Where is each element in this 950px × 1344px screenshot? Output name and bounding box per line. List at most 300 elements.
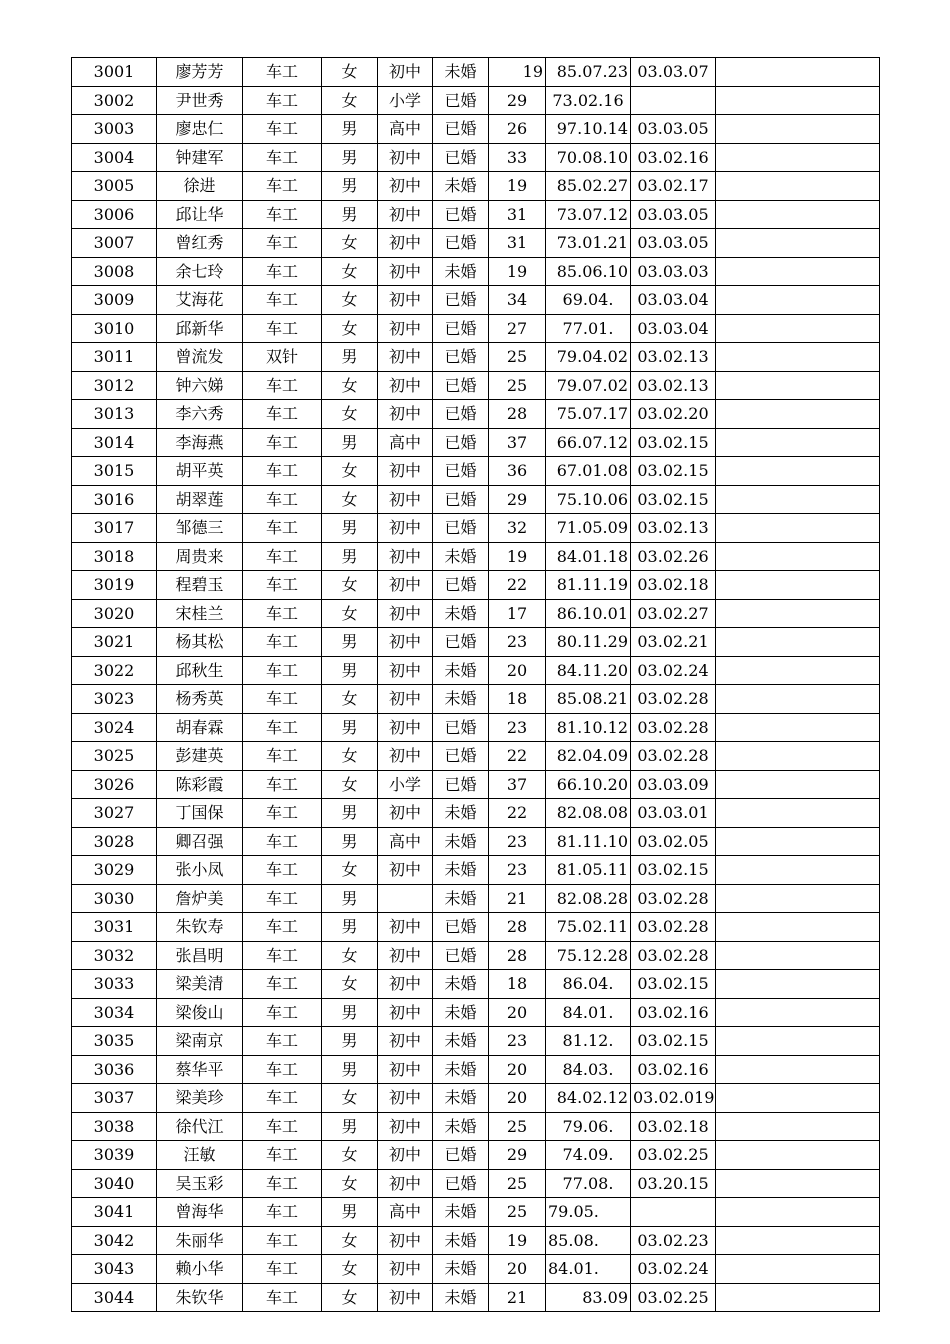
name-cell: 李六秀	[157, 400, 243, 429]
marital-status-cell: 未婚	[433, 856, 489, 885]
education-cell: 初中	[378, 799, 433, 828]
education-cell: 初中	[378, 913, 433, 942]
sex-cell: 女	[322, 1141, 378, 1170]
sex-cell: 男	[322, 514, 378, 543]
age-cell: 20	[489, 1084, 546, 1113]
marital-status-cell: 已婚	[433, 229, 489, 258]
sex-cell: 男	[322, 998, 378, 1027]
birth-date-cell: 75.12.28	[546, 941, 631, 970]
marital-status-cell: 已婚	[433, 941, 489, 970]
job-cell: 双针	[243, 343, 322, 372]
job-cell: 车工	[243, 628, 322, 657]
marital-status-cell: 已婚	[433, 514, 489, 543]
entry-date-cell: 03.03.05	[631, 200, 716, 229]
education-cell: 初中	[378, 656, 433, 685]
sex-cell: 男	[322, 172, 378, 201]
blank-cell	[716, 400, 880, 429]
name-cell: 丁国保	[157, 799, 243, 828]
marital-status-cell: 已婚	[433, 742, 489, 771]
employee-id-cell: 3023	[72, 685, 157, 714]
education-cell: 初中	[378, 1141, 433, 1170]
entry-date-cell: 03.02.25	[631, 1283, 716, 1312]
job-cell: 车工	[243, 799, 322, 828]
blank-cell	[716, 913, 880, 942]
name-cell: 詹炉美	[157, 884, 243, 913]
birth-date-cell: 86.10.01	[546, 599, 631, 628]
employee-id-cell: 3027	[72, 799, 157, 828]
blank-cell	[716, 941, 880, 970]
marital-status-cell: 未婚	[433, 58, 489, 87]
employee-id-cell: 3018	[72, 542, 157, 571]
education-cell: 初中	[378, 229, 433, 258]
employee-id-cell: 3029	[72, 856, 157, 885]
birth-date-cell: 77.01.	[546, 314, 631, 343]
education-cell: 初中	[378, 1255, 433, 1284]
marital-status-cell: 未婚	[433, 827, 489, 856]
age-cell: 20	[489, 656, 546, 685]
age-cell: 28	[489, 400, 546, 429]
job-cell: 车工	[243, 86, 322, 115]
birth-date-cell: 85.06.10	[546, 257, 631, 286]
entry-date-cell: 03.02.13	[631, 514, 716, 543]
name-cell: 余七玲	[157, 257, 243, 286]
table-row	[72, 485, 880, 514]
education-cell: 初中	[378, 457, 433, 486]
marital-status-cell: 未婚	[433, 1027, 489, 1056]
blank-cell	[716, 371, 880, 400]
age-cell: 18	[489, 685, 546, 714]
blank-cell	[716, 1027, 880, 1056]
name-cell: 宋桂兰	[157, 599, 243, 628]
marital-status-cell: 未婚	[433, 656, 489, 685]
birth-date-cell: 82.08.08	[546, 799, 631, 828]
job-cell: 车工	[243, 457, 322, 486]
blank-cell	[716, 457, 880, 486]
entry-date-cell: 03.02.28	[631, 685, 716, 714]
sex-cell: 女	[322, 1084, 378, 1113]
blank-cell	[716, 685, 880, 714]
age-cell: 36	[489, 457, 546, 486]
job-cell: 车工	[243, 1055, 322, 1084]
age-cell: 25	[489, 1169, 546, 1198]
name-cell: 钟建军	[157, 143, 243, 172]
education-cell: 初中	[378, 58, 433, 87]
employee-id-cell: 3028	[72, 827, 157, 856]
employee-id-cell: 3013	[72, 400, 157, 429]
entry-date-cell: 03.02.25	[631, 1141, 716, 1170]
table-row	[72, 599, 880, 628]
marital-status-cell: 未婚	[433, 970, 489, 999]
table-row	[72, 229, 880, 258]
blank-cell	[716, 343, 880, 372]
marital-status-cell: 已婚	[433, 371, 489, 400]
employee-id-cell: 3026	[72, 770, 157, 799]
entry-date-cell: 03.02.16	[631, 998, 716, 1027]
employee-id-cell: 3017	[72, 514, 157, 543]
employee-id-cell: 3033	[72, 970, 157, 999]
age-cell: 19	[489, 58, 546, 87]
sex-cell: 女	[322, 229, 378, 258]
job-cell: 车工	[243, 770, 322, 799]
job-cell: 车工	[243, 1141, 322, 1170]
table-row	[72, 115, 880, 144]
name-cell: 卿召强	[157, 827, 243, 856]
job-cell: 车工	[243, 1169, 322, 1198]
birth-date-cell: 81.12.	[546, 1027, 631, 1056]
employee-table	[71, 57, 880, 1312]
blank-cell	[716, 58, 880, 87]
blank-cell	[716, 599, 880, 628]
table-row	[72, 1027, 880, 1056]
blank-cell	[716, 628, 880, 657]
birth-date-cell: 81.10.12	[546, 713, 631, 742]
education-cell: 初中	[378, 542, 433, 571]
education-cell: 初中	[378, 856, 433, 885]
job-cell: 车工	[243, 542, 322, 571]
birth-date-cell: 75.10.06	[546, 485, 631, 514]
entry-date-cell: 03.03.01	[631, 799, 716, 828]
employee-id-cell: 3020	[72, 599, 157, 628]
entry-date-cell: 03.02.15	[631, 856, 716, 885]
name-cell: 曾海华	[157, 1198, 243, 1227]
blank-cell	[716, 286, 880, 315]
job-cell: 车工	[243, 913, 322, 942]
employee-id-cell: 3006	[72, 200, 157, 229]
entry-date-cell: 03.02.24	[631, 1255, 716, 1284]
education-cell: 初中	[378, 1055, 433, 1084]
sex-cell: 女	[322, 457, 378, 486]
entry-date-cell: 03.02.15	[631, 428, 716, 457]
age-cell: 23	[489, 1027, 546, 1056]
education-cell: 初中	[378, 485, 433, 514]
marital-status-cell: 未婚	[433, 542, 489, 571]
education-cell: 初中	[378, 343, 433, 372]
employee-id-cell: 3021	[72, 628, 157, 657]
table-row	[72, 286, 880, 315]
table-row	[72, 571, 880, 600]
table-row	[72, 742, 880, 771]
employee-id-cell: 3025	[72, 742, 157, 771]
education-cell: 初中	[378, 400, 433, 429]
job-cell: 车工	[243, 571, 322, 600]
table-row	[72, 799, 880, 828]
job-cell: 车工	[243, 200, 322, 229]
employee-id-cell: 3043	[72, 1255, 157, 1284]
entry-date-cell: 03.02.05	[631, 827, 716, 856]
age-cell: 20	[489, 1255, 546, 1284]
employee-id-cell: 3022	[72, 656, 157, 685]
employee-id-cell: 3041	[72, 1198, 157, 1227]
name-cell: 周贵来	[157, 542, 243, 571]
name-cell: 胡翠莲	[157, 485, 243, 514]
job-cell: 车工	[243, 998, 322, 1027]
employee-id-cell: 3007	[72, 229, 157, 258]
employee-id-cell: 3040	[72, 1169, 157, 1198]
entry-date-cell: 03.02.18	[631, 571, 716, 600]
job-cell: 车工	[243, 115, 322, 144]
entry-date-cell: 03.02.13	[631, 343, 716, 372]
job-cell: 车工	[243, 371, 322, 400]
entry-date-cell: 03.02.21	[631, 628, 716, 657]
job-cell: 车工	[243, 1198, 322, 1227]
marital-status-cell: 未婚	[433, 884, 489, 913]
employee-id-cell: 3012	[72, 371, 157, 400]
birth-date-cell: 69.04.	[546, 286, 631, 315]
education-cell: 初中	[378, 200, 433, 229]
name-cell: 彭建英	[157, 742, 243, 771]
marital-status-cell: 未婚	[433, 1055, 489, 1084]
table-row	[72, 913, 880, 942]
name-cell: 蔡华平	[157, 1055, 243, 1084]
sex-cell: 男	[322, 1027, 378, 1056]
name-cell: 邱让华	[157, 200, 243, 229]
entry-date-cell: 03.02.28	[631, 884, 716, 913]
table-row	[72, 628, 880, 657]
sex-cell: 男	[322, 343, 378, 372]
entry-date-cell: 03.02.28	[631, 941, 716, 970]
name-cell: 陈彩霞	[157, 770, 243, 799]
blank-cell	[716, 1226, 880, 1255]
age-cell: 28	[489, 941, 546, 970]
sex-cell: 女	[322, 86, 378, 115]
name-cell: 张小凤	[157, 856, 243, 885]
blank-cell	[716, 713, 880, 742]
job-cell: 车工	[243, 286, 322, 315]
sex-cell: 男	[322, 200, 378, 229]
table-row	[72, 1255, 880, 1284]
age-cell: 25	[489, 1112, 546, 1141]
job-cell: 车工	[243, 1084, 322, 1113]
birth-date-cell: 84.01.	[546, 998, 631, 1027]
marital-status-cell: 未婚	[433, 599, 489, 628]
birth-date-cell: 67.01.08	[546, 457, 631, 486]
blank-cell	[716, 1169, 880, 1198]
birth-date-cell: 79.06.	[546, 1112, 631, 1141]
age-cell: 31	[489, 229, 546, 258]
name-cell: 张昌明	[157, 941, 243, 970]
name-cell: 胡春霖	[157, 713, 243, 742]
birth-date-cell: 84.03.	[546, 1055, 631, 1084]
birth-date-cell: 81.11.19	[546, 571, 631, 600]
birth-date-cell: 73.02.16	[546, 86, 631, 115]
education-cell: 高中	[378, 428, 433, 457]
sex-cell: 男	[322, 1112, 378, 1141]
blank-cell	[716, 1255, 880, 1284]
table-row	[72, 400, 880, 429]
table-row	[72, 970, 880, 999]
marital-status-cell: 未婚	[433, 1283, 489, 1312]
table-row	[72, 257, 880, 286]
table-row	[72, 58, 880, 87]
birth-date-cell: 77.08.	[546, 1169, 631, 1198]
sex-cell: 女	[322, 286, 378, 315]
name-cell: 邱新华	[157, 314, 243, 343]
sex-cell: 男	[322, 143, 378, 172]
entry-date-cell: 03.02.27	[631, 599, 716, 628]
entry-date-cell: 03.03.05	[631, 229, 716, 258]
name-cell: 胡平英	[157, 457, 243, 486]
education-cell: 初中	[378, 1112, 433, 1141]
age-cell: 21	[489, 884, 546, 913]
name-cell: 曾红秀	[157, 229, 243, 258]
age-cell: 33	[489, 143, 546, 172]
job-cell: 车工	[243, 599, 322, 628]
sex-cell: 女	[322, 742, 378, 771]
employee-id-cell: 3037	[72, 1084, 157, 1113]
marital-status-cell: 已婚	[433, 1169, 489, 1198]
blank-cell	[716, 257, 880, 286]
table-row	[72, 770, 880, 799]
entry-date-cell: 03.02.26	[631, 542, 716, 571]
sex-cell: 女	[322, 371, 378, 400]
sex-cell: 女	[322, 1283, 378, 1312]
marital-status-cell: 已婚	[433, 1141, 489, 1170]
age-cell: 27	[489, 314, 546, 343]
employee-id-cell: 3016	[72, 485, 157, 514]
age-cell: 21	[489, 1283, 546, 1312]
age-cell: 29	[489, 1141, 546, 1170]
sex-cell: 男	[322, 1198, 378, 1227]
entry-date-cell	[631, 86, 716, 115]
blank-cell	[716, 229, 880, 258]
table-row	[72, 172, 880, 201]
birth-date-cell: 81.11.10	[546, 827, 631, 856]
table-row	[72, 856, 880, 885]
birth-date-cell: 85.07.23	[546, 58, 631, 87]
employee-id-cell: 3024	[72, 713, 157, 742]
entry-date-cell: 03.02.18	[631, 1112, 716, 1141]
job-cell: 车工	[243, 884, 322, 913]
age-cell: 37	[489, 428, 546, 457]
table-row	[72, 1055, 880, 1084]
job-cell: 车工	[243, 514, 322, 543]
marital-status-cell: 未婚	[433, 799, 489, 828]
employee-id-cell: 3030	[72, 884, 157, 913]
job-cell: 车工	[243, 941, 322, 970]
entry-date-cell: 03.02.17	[631, 172, 716, 201]
education-cell: 初中	[378, 514, 433, 543]
education-cell: 初中	[378, 257, 433, 286]
table-row	[72, 457, 880, 486]
age-cell: 28	[489, 913, 546, 942]
sex-cell: 男	[322, 827, 378, 856]
age-cell: 19	[489, 257, 546, 286]
job-cell: 车工	[243, 143, 322, 172]
marital-status-cell: 未婚	[433, 685, 489, 714]
entry-date-cell: 03.02.16	[631, 1055, 716, 1084]
employee-id-cell: 3002	[72, 86, 157, 115]
entry-date-cell: 03.03.04	[631, 286, 716, 315]
blank-cell	[716, 1112, 880, 1141]
table-row	[72, 884, 880, 913]
blank-cell	[716, 856, 880, 885]
entry-date-cell: 03.02.15	[631, 970, 716, 999]
marital-status-cell: 已婚	[433, 286, 489, 315]
birth-date-cell: 84.01.	[546, 1255, 631, 1284]
marital-status-cell: 已婚	[433, 200, 489, 229]
employee-id-cell: 3010	[72, 314, 157, 343]
marital-status-cell: 未婚	[433, 1198, 489, 1227]
job-cell: 车工	[243, 257, 322, 286]
education-cell: 初中	[378, 286, 433, 315]
education-cell: 初中	[378, 998, 433, 1027]
education-cell: 初中	[378, 599, 433, 628]
employee-id-cell: 3034	[72, 998, 157, 1027]
sex-cell: 男	[322, 542, 378, 571]
sex-cell: 女	[322, 314, 378, 343]
employee-id-cell: 3042	[72, 1226, 157, 1255]
name-cell: 梁俊山	[157, 998, 243, 1027]
age-cell: 23	[489, 713, 546, 742]
table-row	[72, 685, 880, 714]
job-cell: 车工	[243, 827, 322, 856]
job-cell: 车工	[243, 970, 322, 999]
birth-date-cell: 86.04.	[546, 970, 631, 999]
blank-cell	[716, 542, 880, 571]
job-cell: 车工	[243, 485, 322, 514]
blank-cell	[716, 485, 880, 514]
entry-date-cell: 03.02.15	[631, 457, 716, 486]
age-cell: 29	[489, 86, 546, 115]
table-row	[72, 428, 880, 457]
birth-date-cell: 74.09.	[546, 1141, 631, 1170]
age-cell: 19	[489, 542, 546, 571]
employee-id-cell: 3032	[72, 941, 157, 970]
blank-cell	[716, 514, 880, 543]
name-cell: 尹世秀	[157, 86, 243, 115]
blank-cell	[716, 314, 880, 343]
job-cell: 车工	[243, 1283, 322, 1312]
table-row	[72, 998, 880, 1027]
age-cell: 37	[489, 770, 546, 799]
name-cell: 钟六娣	[157, 371, 243, 400]
name-cell: 廖忠仁	[157, 115, 243, 144]
age-cell: 19	[489, 1226, 546, 1255]
employee-id-cell: 3004	[72, 143, 157, 172]
blank-cell	[716, 428, 880, 457]
birth-date-cell: 81.05.11	[546, 856, 631, 885]
employee-id-cell: 3038	[72, 1112, 157, 1141]
birth-date-cell: 82.08.28	[546, 884, 631, 913]
name-cell: 曾流发	[157, 343, 243, 372]
table-row	[72, 656, 880, 685]
job-cell: 车工	[243, 400, 322, 429]
age-cell: 23	[489, 856, 546, 885]
entry-date-cell	[631, 1198, 716, 1227]
job-cell: 车工	[243, 856, 322, 885]
birth-date-cell: 97.10.14	[546, 115, 631, 144]
age-cell: 22	[489, 742, 546, 771]
employee-id-cell: 3014	[72, 428, 157, 457]
sex-cell: 女	[322, 770, 378, 799]
education-cell: 初中	[378, 571, 433, 600]
marital-status-cell: 未婚	[433, 1255, 489, 1284]
marital-status-cell: 未婚	[433, 1112, 489, 1141]
employee-id-cell: 3035	[72, 1027, 157, 1056]
name-cell: 程碧玉	[157, 571, 243, 600]
entry-date-cell: 03.03.09	[631, 770, 716, 799]
entry-date-cell: 03.02.24	[631, 656, 716, 685]
table-row	[72, 941, 880, 970]
marital-status-cell: 未婚	[433, 998, 489, 1027]
table-row	[72, 827, 880, 856]
marital-status-cell: 已婚	[433, 314, 489, 343]
sex-cell: 女	[322, 400, 378, 429]
name-cell: 邹德三	[157, 514, 243, 543]
sex-cell: 女	[322, 571, 378, 600]
education-cell: 小学	[378, 86, 433, 115]
name-cell: 梁美清	[157, 970, 243, 999]
